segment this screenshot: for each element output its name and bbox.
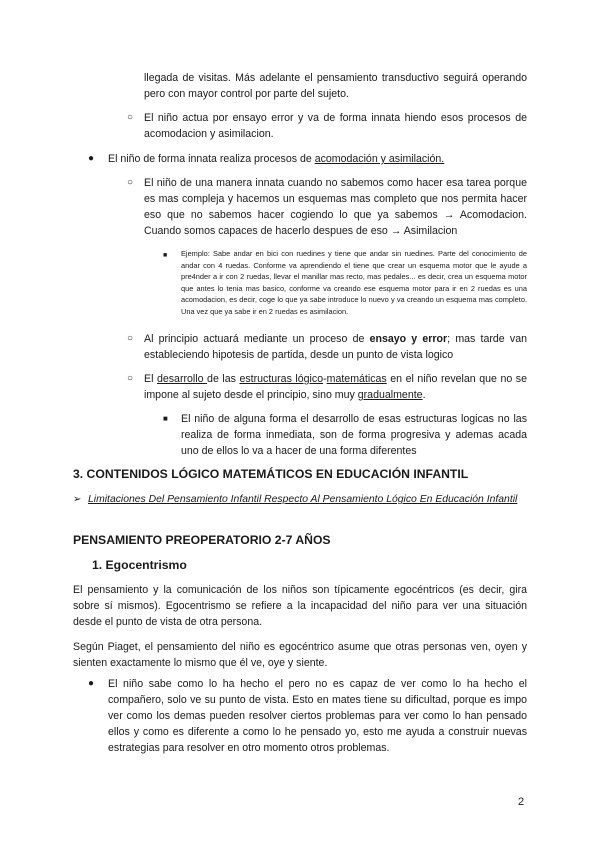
filled-bullet: ●: [88, 678, 95, 689]
paragraph: El pensamiento y la comunicación de los niños son típicamente egocéntricos (es decir, gira sobre sí mismos). Egocentrismo se refiere a la incapacidad del niño para ver una situación desde el punto de vista de otra persona.: [73, 584, 527, 628]
underlined-term: acomodación y asimilación.: [314, 153, 445, 165]
limitaciones-link[interactable]: Limitaciones Del Pensamiento Infantil Respecto Al Pensamiento Lógico En Educación Infantil: [88, 494, 518, 505]
list-item: [144, 331, 527, 363]
hollow-bullet: ○: [127, 112, 134, 123]
hollow-bullet: ○: [127, 333, 134, 344]
underlined-term: estructuras lógico: [239, 373, 324, 385]
square-bullet: ■: [163, 414, 168, 423]
paragraph: Según Piaget, el pensamiento del niño es egocéntrico asume que otras personas ven, oyen y sienten exactamente lo mismo que él ve, oye y siente.: [73, 641, 527, 669]
list-item: [108, 151, 527, 167]
list-item: El niño de alguna forma el desarrollo de esas estructuras logicas no las realiza de forma inmediata, son de forma progresiva y ademas acada uno de ellos lo va a hacer de una forma diferentes: [181, 413, 527, 457]
continued-paragraph: llegada de visitas. Más adelante el pensamiento transductivo seguirá operando pero con mayor control por parte del sujeto.: [144, 72, 527, 100]
text-run: Al principio actuará mediante un proceso de: [144, 333, 370, 345]
section-heading: 3. CONTENIDOS LÓGICO MATEMÁTICOS EN EDUCACIÓN INFANTIL: [73, 467, 469, 481]
bold-term: ensayo y error: [369, 333, 448, 345]
text-run: -: [323, 373, 327, 385]
text-run: de las: [207, 373, 240, 385]
text-run: El niño de forma innata realiza procesos de: [108, 153, 315, 165]
text-run: El: [144, 373, 157, 385]
square-bullet: ■: [163, 252, 168, 259]
hollow-bullet: ○: [127, 177, 134, 188]
underlined-term: desarrollo: [156, 373, 208, 385]
text-run: en el niño revelan que no se impone al sujeto desde el principio, sino muy: [144, 373, 527, 401]
text-run: .: [422, 389, 426, 401]
underlined-term: matemáticas: [326, 373, 387, 385]
numbered-heading: 1. Egocentrismo: [92, 558, 187, 572]
list-item: El niño sabe como lo ha hecho el pero no es capaz de ver como lo ha hecho el compañero, solo ve su punto de vista. Esto en mates tiene su dificultad, porque es impo ver como los demas pueden resolver ciertos problemas para ver como lo han pensado ellos y como es diferente a como lo he pensado yo, esto me ayuda a construir nuevas estrategias para resolver en otro momento otros problemas.: [108, 678, 527, 754]
subsection-heading: PENSAMIENTO PREOPERATORIO 2-7 AÑOS: [73, 533, 331, 547]
list-item: El niño de una manera innata cuando no sabemos como hacer esa tarea porque es mas compleja y hacemos un esquemas mas completo que nos permita hacer eso que no sabemos hacer cogiendo lo que ya sabemos → Acomodacion. Cuando somos capaces de hacerlo despues de eso → Asimilacion: [144, 177, 527, 237]
hollow-bullet: ○: [127, 373, 134, 384]
list-item: [144, 371, 527, 403]
page-number: 2: [518, 796, 525, 808]
filled-bullet: ●: [88, 153, 95, 164]
list-item: El niño actua por ensayo error y va de forma innata hiendo esos procesos de acomodacion y asimilacion.: [144, 112, 527, 140]
text-run: ; mas tarde van estableciendo hipotesis de partida, desde un punto de vista logico: [144, 333, 527, 361]
example-text: Ejemplo: Sabe andar en bici con ruedines y tiene que andar sin ruedines. Parte del conocimiento de andar con 4 ruedas. Conforme va aprendiendo el tiene que crear un esquema motor que le ayude a pre4nder a ir con 2 ruedas, llevar el manillar mas recto, mas pedales... es decir, crea un esquema motor que antes lo tenia mas basico, conforme va creando ese esquema motor para ir en 2 ruedas es una acomodacion, es decir, coge lo que ya sabe introduce lo nuevo y va creando un esquema mas completo. Una vez que ya sabe ir en 2 ruedas es asimilacion.: [181, 249, 527, 316]
arrow-bullet-icon: ➢: [73, 494, 82, 505]
underlined-term: gradualmente: [357, 389, 423, 401]
